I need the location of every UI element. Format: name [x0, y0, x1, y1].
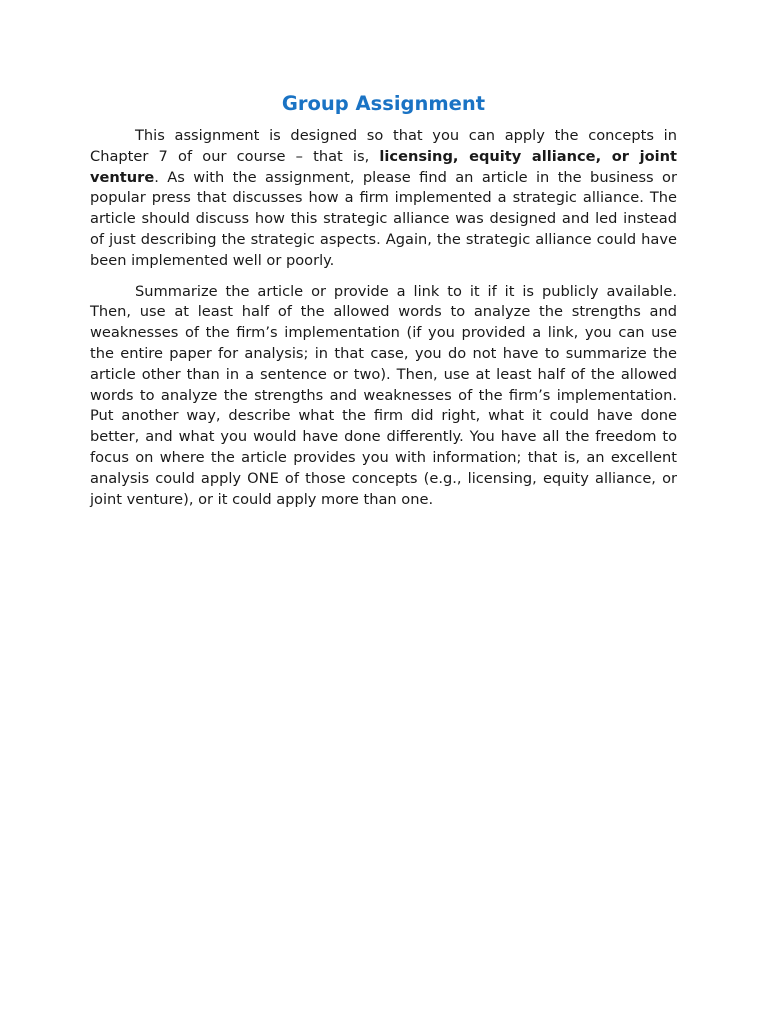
paragraph-1-intro: This assignment is designed so that you can apply the concepts in Chapter 7 of our course – that is,	[90, 127, 677, 165]
document-page	[90, 88, 677, 520]
page-title: Group Assignment	[281, 92, 486, 115]
paragraph-1-bold-concepts: licensing, equity alliance, or joint venture	[90, 147, 677, 186]
paragraph-2: Summarize the article or provide a link to it if it is publicly available. Then, use at least half of the allowed words to analyze the strengths and weaknesses of the firm’s implementation (if you provided a link, you can use the entire paper for analysis; in that case, you do not have to summarize the article other than in a sentence or two). Then, use at least half of the allowed words to analyze the strengths and weaknesses of the firm’s implementation. Put another way, describe what the firm did right, what it could have done better, and what you would have done differently. You have all the freedom to focus on where the article provides you with information; that is, an excellent analysis could apply ONE of those concepts (e.g., licensing, equity alliance, or joint venture), or it could apply more than one.	[90, 282, 677, 508]
paragraph-1	[90, 126, 677, 272]
paragraph-1-rest: . As with the assignment, please find an article in the business or popular press that discusses how a firm implemented a strategic alliance. The article should discuss how this strategic alliance was designed and led instead of just describing the strategic aspects. Again, the strategic alliance could have been implemented well or poorly.	[90, 168, 677, 269]
